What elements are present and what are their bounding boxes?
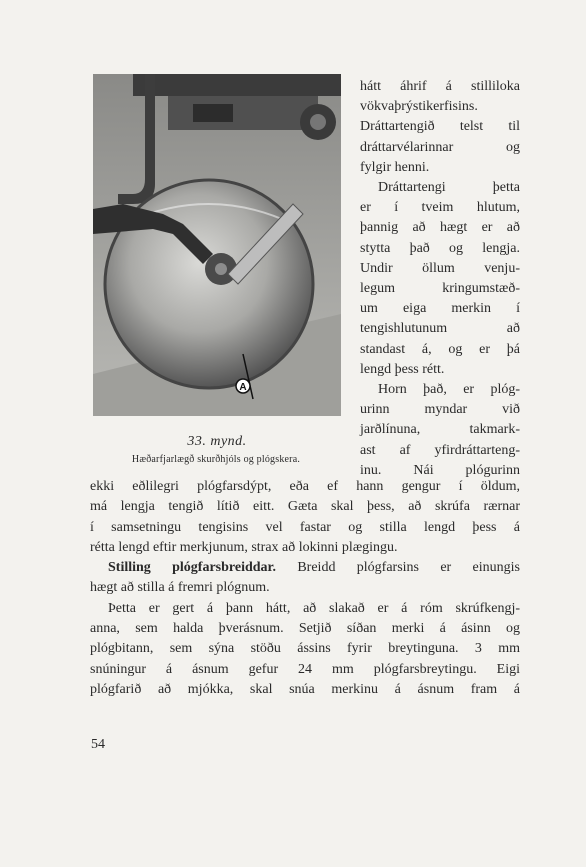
- text-line: legum kringumstæð-: [360, 281, 520, 297]
- text-line: anna, sem halda þverásnum. Setjið síðan merki á ásinn og: [90, 621, 520, 637]
- marker-label: A: [239, 382, 247, 393]
- text-line: Undir öllum venju-: [360, 260, 520, 276]
- text-line: plógbitann, sem sýna stöðu ássins fyrir breytinguna. 3 mm: [90, 641, 520, 657]
- text-line: um eiga merkin í: [360, 301, 520, 317]
- text-line: lengd þess rétt.: [360, 361, 445, 377]
- text-line: í samsetningu tengisins vel fastar og stilla lengd þess á: [90, 519, 520, 535]
- figure-photo: [93, 74, 341, 416]
- section-heading-line: [90, 558, 520, 578]
- page-number: 54: [91, 737, 105, 752]
- plow-disc-illustration: [93, 74, 341, 416]
- text-line: Dráttartengið telst til: [360, 119, 520, 135]
- text-line: Þetta er gert á þann hátt, að slakað er á róm skrúfkengj-: [108, 600, 520, 616]
- text-line: tengishlutunum að: [360, 321, 520, 337]
- text-line: inu. Nái plógurinn: [360, 462, 520, 478]
- text-line: hátt áhrif á stilliloka: [360, 79, 520, 94]
- figure-caption-title: 33. mynd.: [187, 434, 247, 449]
- text-line: þannig að hægt er að: [360, 220, 520, 236]
- text-line: dráttarvélarinnar og: [360, 139, 520, 155]
- text-line: rétta lengd eftir merkjunum, strax að lokinni plægingu.: [90, 539, 398, 555]
- text-line: standast á, og er þá: [360, 341, 520, 357]
- text-line: urinn myndar við: [360, 402, 520, 418]
- text-line: má lengja tengið lítið eitt. Gæta skal þess, að skrúfa rærnar: [90, 499, 520, 515]
- text-line: ast af yfirdráttarteng-: [360, 442, 520, 458]
- right-text-column: [360, 77, 520, 481]
- text-line: vökvaþrýstikerfisins.: [360, 99, 478, 115]
- heading-continuation: Breidd plógfarsins er einungis: [276, 560, 520, 576]
- text-line: ekki eðlilegri plógfarsdýpt, eða ef hann gengur í öldum,: [90, 479, 520, 494]
- text-line: er í tveim hlutum,: [360, 200, 520, 216]
- text-line: jarðlínuna, takmark-: [360, 422, 520, 438]
- text-line: fylgir henni.: [360, 159, 430, 175]
- text-line: plógfarið að mjókka, skal snúa merkinu á ásnum fram á: [90, 681, 520, 697]
- text-line: stytta það og lengja.: [360, 240, 520, 256]
- figure-caption-text: Hæðarfjarlægð skurðhjóls og plógskera.: [131, 454, 301, 465]
- text-line: Horn það, er plóg-: [378, 382, 520, 398]
- text-line: snúningur á ásnum gefur 24 mm plógfarsbreytingu. Eigi: [90, 661, 520, 677]
- section-heading: Stilling plógfarsbreiddar.: [108, 560, 276, 576]
- text-line: hægt að stilla á fremri plógnum.: [90, 580, 270, 596]
- full-width-text: [90, 477, 520, 700]
- text-line: Dráttartengi þetta: [378, 180, 520, 196]
